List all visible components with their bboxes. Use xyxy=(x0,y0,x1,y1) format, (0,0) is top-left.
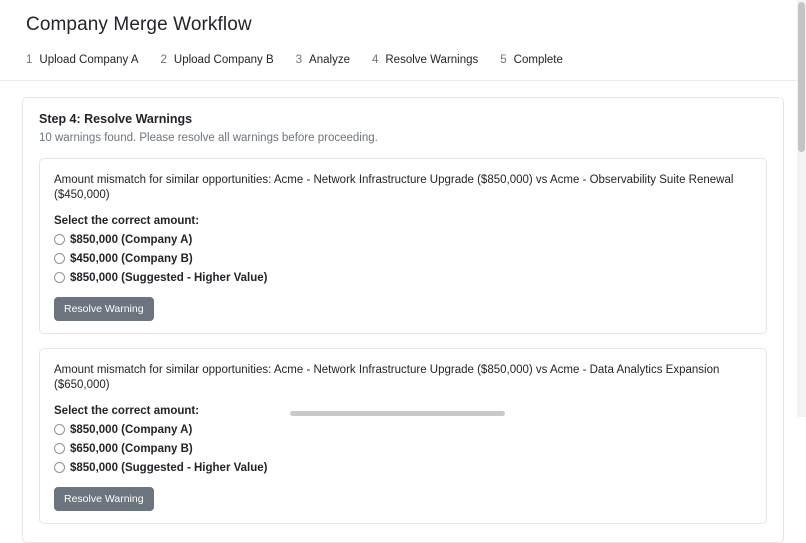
warning-message: Amount mismatch for similar opportunities: Acme - Network Infrastructure Upgrade ($850,000) vs Acme - Data Analytics Expansion ($650,000) xyxy=(54,363,720,391)
warning-message: Amount mismatch for similar opportunities: Acme - Network Infrastructure Upgrade ($850,000) vs Acme - Observability Suite Renewal ($450,000) xyxy=(54,174,734,201)
stepper-step-5-number: 5 xyxy=(500,54,507,66)
stepper-step-1-label: Upload Company A xyxy=(39,54,139,66)
stepper-step-3-label: Analyze xyxy=(309,54,350,66)
stepper-step-2-number: 2 xyxy=(160,54,167,66)
stepper-step-3[interactable] xyxy=(296,54,350,66)
radio-option-row[interactable] xyxy=(54,443,752,455)
radio-icon[interactable] xyxy=(54,443,65,454)
resolve-warning-button[interactable]: Resolve Warning xyxy=(54,487,154,511)
select-amount-label: Select the correct amount: xyxy=(54,404,200,417)
radio-option-label: $450,000 (Company B) xyxy=(70,252,193,265)
page-title: Company Merge Workflow xyxy=(26,14,252,35)
radio-option-row[interactable] xyxy=(54,462,752,474)
stepper-step-1[interactable] xyxy=(26,54,139,66)
stepper-step-1-number: 1 xyxy=(26,54,33,66)
warning-card xyxy=(39,348,767,524)
resolve-warnings-panel xyxy=(22,97,784,543)
radio-icon[interactable] xyxy=(54,424,65,435)
radio-icon[interactable] xyxy=(54,272,65,283)
radio-option-label: $850,000 (Suggested - Higher Value) xyxy=(70,271,268,284)
panel-title: Step 4: Resolve Warnings xyxy=(39,112,193,126)
radio-option-row[interactable] xyxy=(54,253,752,265)
vertical-scrollbar-thumb[interactable] xyxy=(798,2,805,152)
radio-icon[interactable] xyxy=(54,234,65,245)
radio-option-row[interactable] xyxy=(54,234,752,246)
radio-option-label: $850,000 (Company A) xyxy=(70,423,193,436)
resolve-warning-button[interactable]: Resolve Warning xyxy=(54,297,154,321)
radio-option-label: $650,000 (Company B) xyxy=(70,442,193,455)
stepper-step-3-number: 3 xyxy=(295,54,303,66)
stepper-step-4-number: 4 xyxy=(371,54,379,66)
horizontal-scrollbar[interactable] xyxy=(0,410,806,417)
radio-option-row[interactable] xyxy=(54,272,752,284)
stepper-step-2-label: Upload Company B xyxy=(173,54,274,66)
vertical-scrollbar[interactable] xyxy=(797,0,806,417)
workflow-stepper xyxy=(0,36,806,66)
radio-icon[interactable] xyxy=(54,253,65,264)
stepper-step-2[interactable] xyxy=(161,54,274,66)
radio-option-label: $850,000 (Suggested - Higher Value) xyxy=(70,461,268,474)
header-divider xyxy=(0,80,806,81)
horizontal-scrollbar-thumb[interactable] xyxy=(290,411,505,416)
panel-subtitle: 10 warnings found. Please resolve all warnings before proceeding. xyxy=(39,132,378,144)
warning-card xyxy=(39,158,767,334)
stepper-step-4-label: Resolve Warnings xyxy=(385,54,479,66)
stepper-step-5-label: Complete xyxy=(513,54,563,66)
select-amount-label: Select the correct amount: xyxy=(54,214,200,227)
radio-option-label: $850,000 (Company A) xyxy=(70,233,193,246)
stepper-step-4[interactable] xyxy=(372,54,478,66)
radio-icon[interactable] xyxy=(54,462,65,473)
radio-option-row[interactable] xyxy=(54,424,752,436)
stepper-step-5[interactable] xyxy=(500,54,563,66)
